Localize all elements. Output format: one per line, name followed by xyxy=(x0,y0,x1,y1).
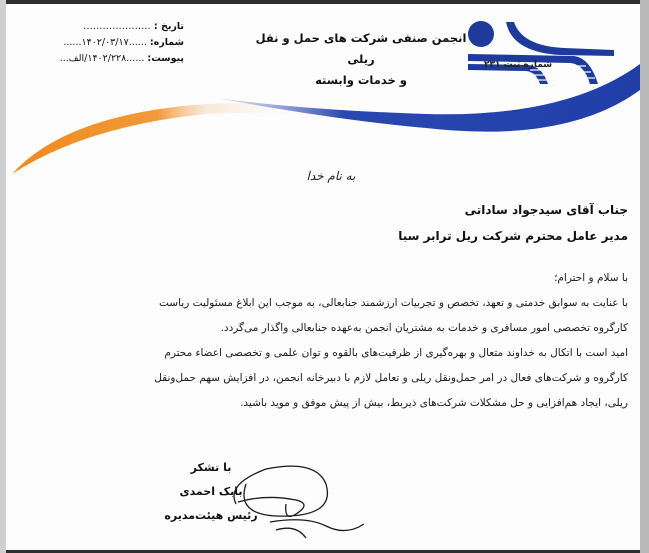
body-line: با عنایت به سوابق خدمتی و تعهد، تخصص و تجربیات ارزشمند جنابعالی، به موجب این ابلاغ مسئولیت ریاست xyxy=(158,297,628,309)
body-line: کارگروه تخصصی امور مسافری و خدمات به مشتریان انجمن به‌عهده جنابعالی واگذار می‌گردد. xyxy=(220,322,628,334)
org-name-line1: انجمن صنفی شرکت های حمل و نقل ریلی xyxy=(255,31,467,66)
body-line: کارگروه و شرکت‌های فعال در امر حمل‌ونقل ریلی و تعامل لازم با دبیرخانه انجمن، در افزایش سهم حمل‌ونقل xyxy=(154,372,628,384)
body-line: ریلی، ایجاد هم‌افزایی و حل مشکلات شرکت‌های ذیربط، بیش از پیش موفق و موید باشید. xyxy=(240,397,628,409)
meta-attachment-value: ......۱۴۰۲/۲۲۸/الف... xyxy=(59,52,145,64)
meta-date xyxy=(34,18,184,34)
registration-number: شماره ثبت ۲۳۱ xyxy=(484,60,553,70)
right-border xyxy=(640,0,649,553)
body-line: امید است با اتکال به خداوند متعال و بهره‌گیری از ظرفیت‌های بالقوه و توان علمی و تخصصی اعضاء محترم xyxy=(164,347,628,359)
recipient-title: مدیر عامل محترم شرکت ریل ترابر سبا xyxy=(398,229,628,243)
opening-calligraphy xyxy=(291,162,371,190)
org-name-line2: و خدمات وابسته xyxy=(315,73,407,87)
signer-title: رئیس هیئت‌مدیره xyxy=(164,509,258,522)
letter-page xyxy=(6,4,640,550)
handwritten-signature xyxy=(226,444,366,544)
opening-text: به نام خدا xyxy=(306,169,356,183)
recipient-name: جناب آقای سیدجواد ساداتی xyxy=(464,203,628,217)
meta-date-label: تاریخ : xyxy=(153,20,184,32)
signer-name: بابک احمدی xyxy=(179,485,243,498)
letter-body xyxy=(28,266,628,416)
meta-date-value: ..................... xyxy=(83,20,151,32)
letter-meta xyxy=(34,18,184,66)
meta-number-value: ......۱۴۰۲/۰۳/۱۷...... xyxy=(63,36,147,48)
closing-thanks: با تشکر xyxy=(190,461,232,474)
decorative-swoosh xyxy=(6,64,640,174)
meta-number xyxy=(34,34,184,50)
greeting: با سلام و احترام؛ xyxy=(554,272,628,284)
meta-number-label: شماره: xyxy=(149,36,184,48)
meta-attachment-label: پیوست: xyxy=(147,52,184,64)
